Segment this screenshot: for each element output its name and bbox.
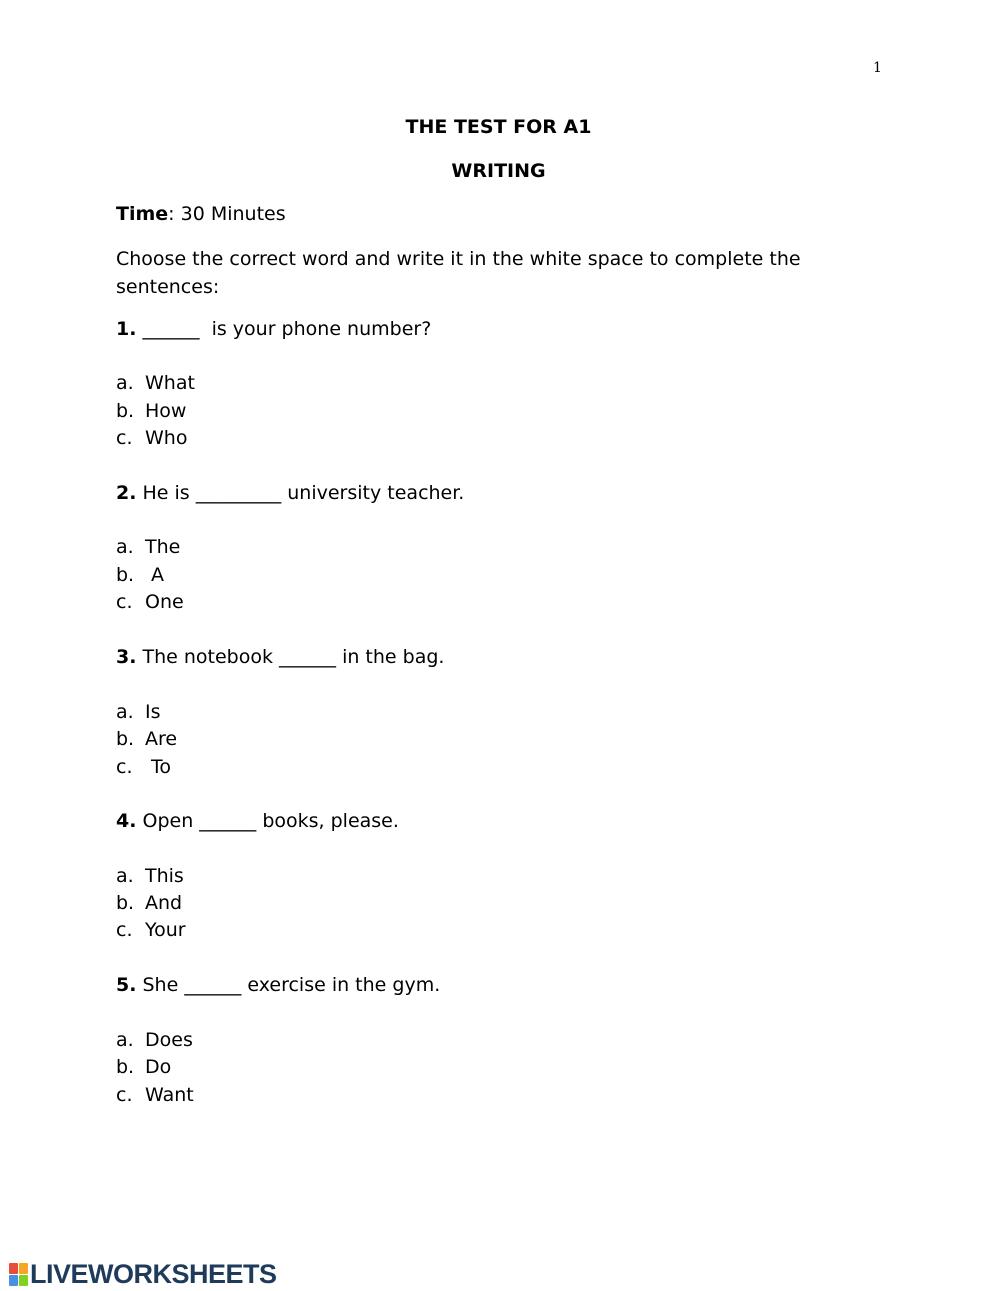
time-line: [116, 203, 286, 225]
question-2: [116, 482, 464, 504]
page-number: 1: [873, 60, 882, 76]
question-4: [116, 810, 399, 832]
question-text: The notebook ______ in the bag.: [136, 646, 445, 668]
option-text: This: [145, 865, 184, 887]
option-letter: b.: [116, 564, 135, 586]
option-letter: a.: [116, 1029, 134, 1051]
option-letter: b.: [116, 1056, 135, 1078]
option-letter: c.: [116, 756, 133, 778]
option-text: And: [145, 892, 183, 914]
option-letter: b.: [116, 400, 135, 422]
option-text: Want: [145, 1084, 194, 1106]
option-1b: [116, 400, 186, 422]
test-title: THE TEST FOR A1: [405, 116, 592, 138]
question-text: ______ is your phone number?: [136, 318, 432, 340]
logo-block: [9, 1275, 18, 1286]
option-3a: [116, 701, 161, 723]
option-2a: [116, 536, 180, 558]
question-number: 1.: [116, 318, 137, 340]
option-5b: [116, 1056, 171, 1078]
time-value: : 30 Minutes: [168, 203, 286, 225]
option-4c: [116, 919, 186, 941]
option-3b: [116, 728, 177, 750]
option-letter: a.: [116, 372, 134, 394]
option-text: Do: [145, 1056, 172, 1078]
option-text: How: [145, 400, 187, 422]
option-3c: [116, 756, 171, 778]
question-number: 5.: [116, 974, 137, 996]
option-5c: [116, 1084, 194, 1106]
question-number: 4.: [116, 810, 137, 832]
option-text: What: [145, 372, 195, 394]
logo-block: [9, 1263, 18, 1274]
question-number: 2.: [116, 482, 137, 504]
question-3: [116, 646, 444, 668]
logo-block: [19, 1263, 28, 1274]
option-text: One: [145, 591, 184, 613]
option-4b: [116, 892, 182, 914]
logo-text: LIVEWORKSHEETS: [30, 1259, 277, 1289]
question-text: He is _________ university teacher.: [136, 482, 465, 504]
option-text: The: [145, 536, 181, 558]
section-title: WRITING: [451, 160, 546, 182]
option-letter: a.: [116, 865, 134, 887]
question-text: She ______ exercise in the gym.: [136, 974, 441, 996]
option-text: Are: [145, 728, 178, 750]
option-4a: [116, 865, 184, 887]
option-letter: c.: [116, 1084, 133, 1106]
option-text: Who: [145, 427, 188, 449]
option-text: Is: [145, 701, 161, 723]
option-letter: c.: [116, 919, 133, 941]
option-text: To: [145, 756, 172, 778]
option-letter: a.: [116, 701, 134, 723]
option-letter: b.: [116, 892, 135, 914]
option-letter: b.: [116, 728, 135, 750]
question-1: [116, 318, 431, 340]
time-label: Time: [116, 203, 169, 225]
option-text: Your: [145, 919, 186, 941]
option-text: A: [145, 564, 165, 586]
option-5a: [116, 1029, 193, 1051]
liveworksheets-logo[interactable]: [9, 1259, 277, 1290]
option-letter: a.: [116, 536, 134, 558]
option-text: Does: [145, 1029, 193, 1051]
option-1c: [116, 427, 187, 449]
option-1a: [116, 372, 195, 394]
question-number: 3.: [116, 646, 137, 668]
option-letter: c.: [116, 427, 133, 449]
option-letter: c.: [116, 591, 133, 613]
logo-blocks-icon: [9, 1263, 28, 1286]
option-2b: [116, 564, 164, 586]
question-text: Open ______ books, please.: [136, 810, 399, 832]
instructions: Choose the correct word and write it in the white space to complete the sentences:: [116, 248, 801, 298]
logo-block: [19, 1275, 28, 1286]
option-2c: [116, 591, 184, 613]
question-5: [116, 974, 440, 996]
